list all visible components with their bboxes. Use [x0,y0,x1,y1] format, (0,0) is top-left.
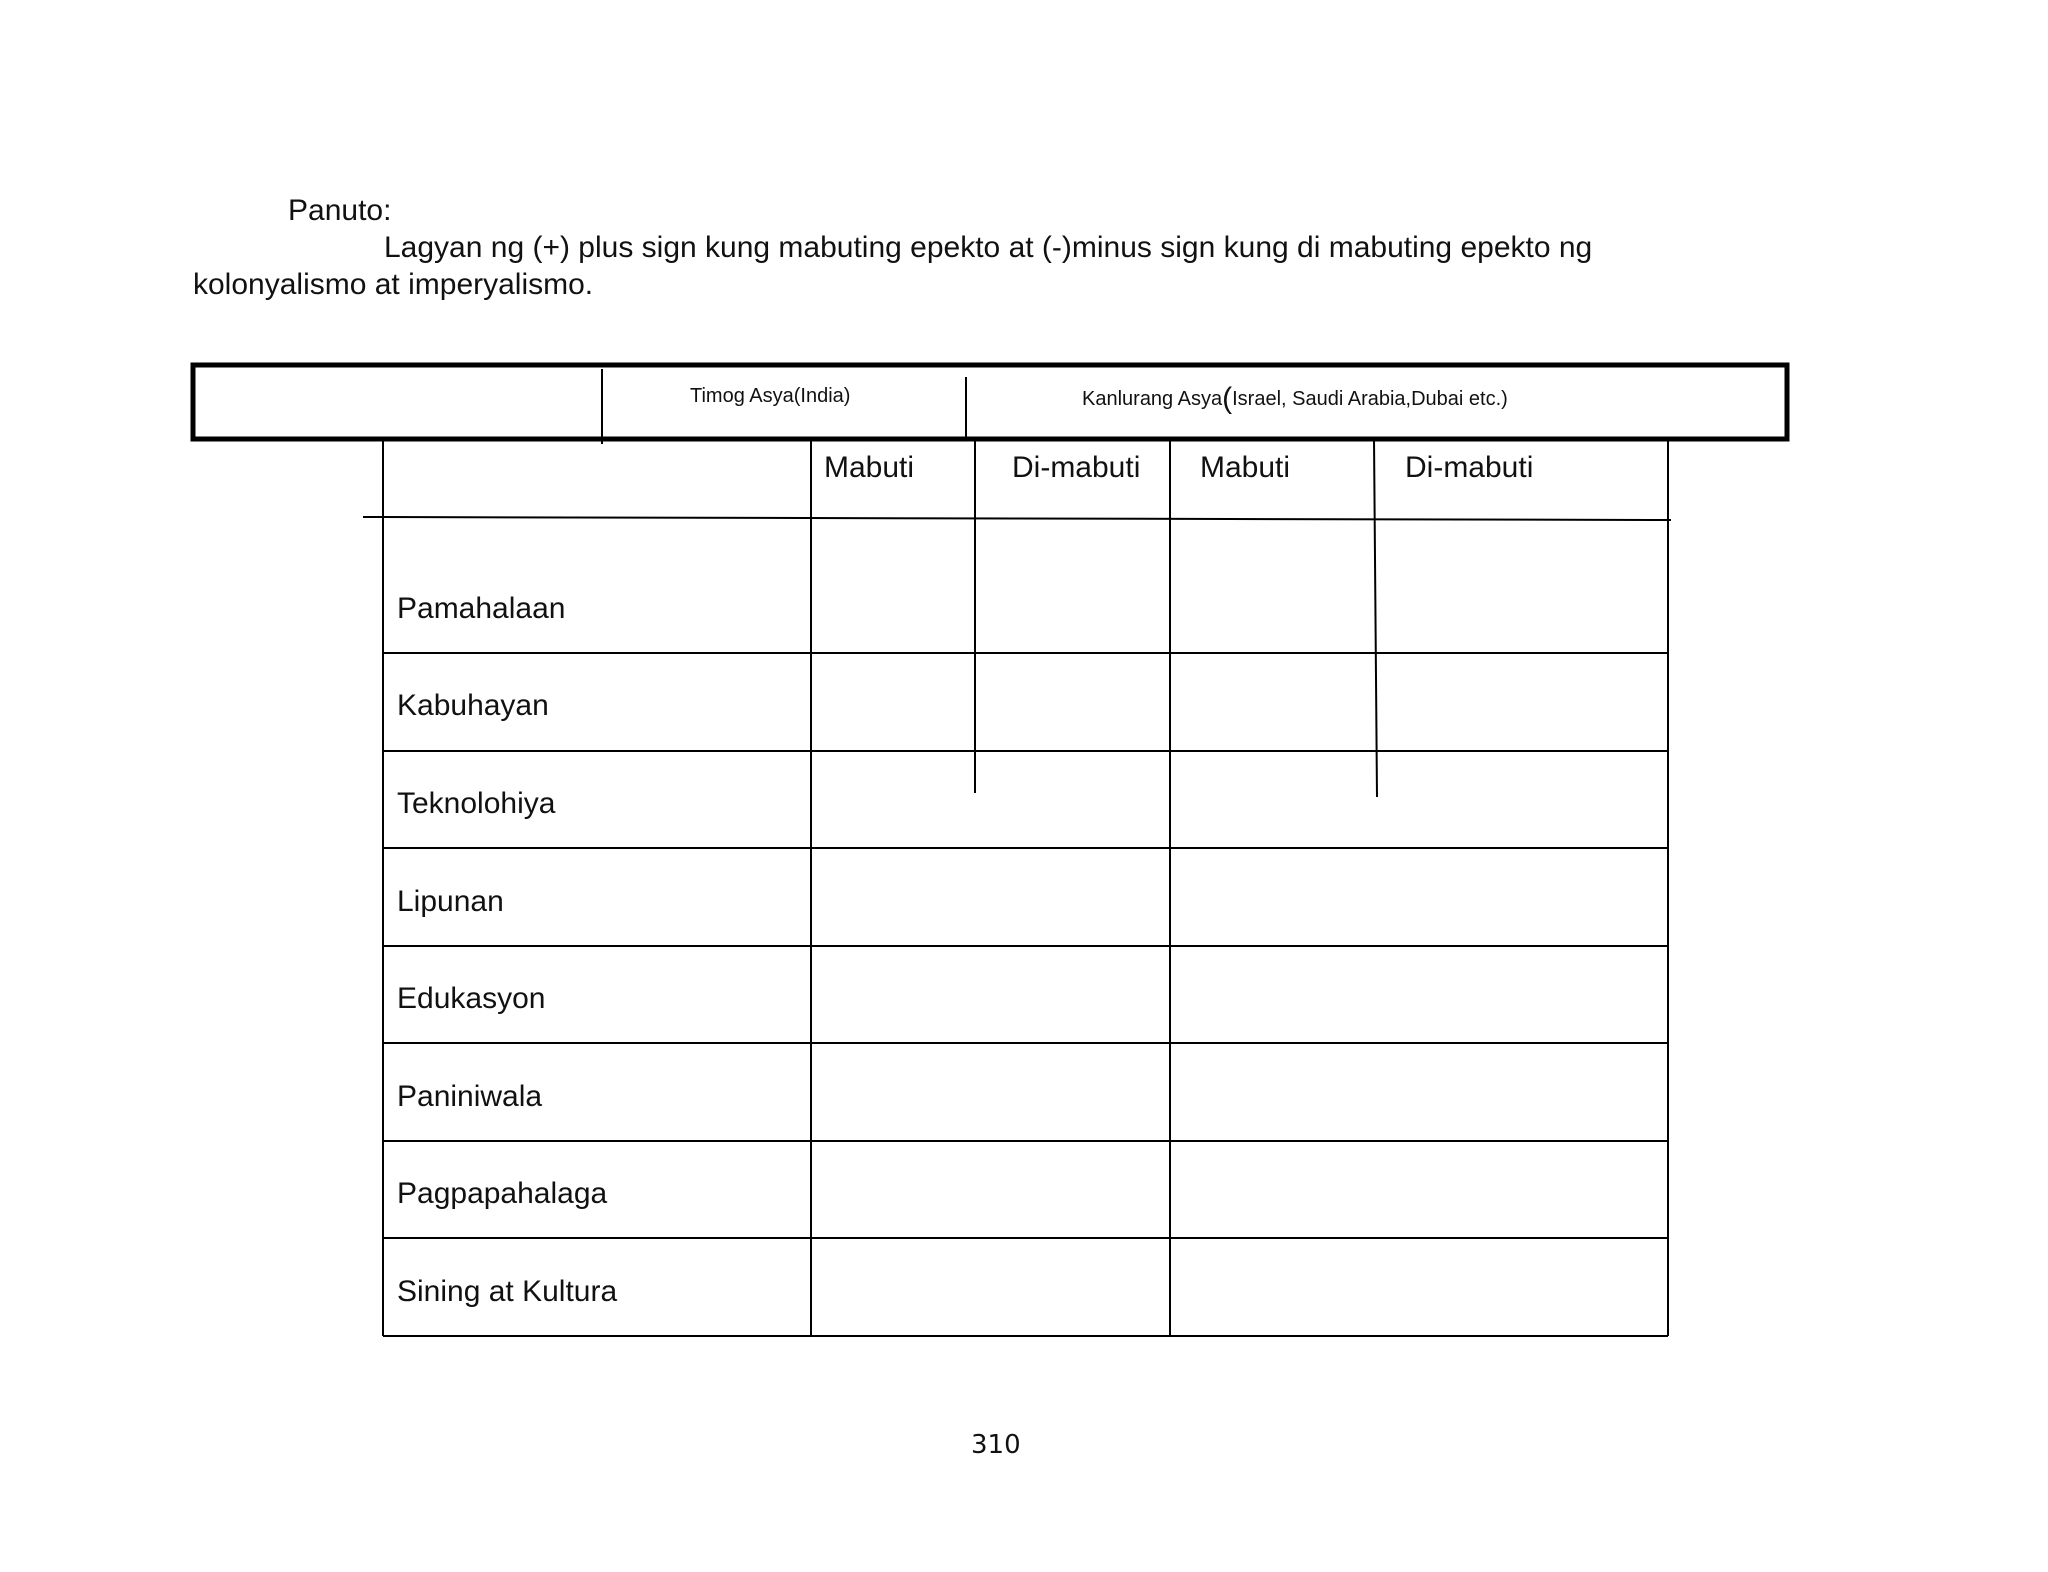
row-label-edukasyon: Edukasyon [397,982,546,1015]
west-asia-header-paren: ( [1222,382,1233,415]
region-header-box [193,365,1787,439]
row-label-sining-at-kultura: Sining at Kultura [397,1275,618,1308]
column-header-underline [363,517,1671,520]
instructions-text-line-1: Lagyan ng (+) plus sign kung mabuting epekto at (-)minus sign kung di mabuting epekto ng [384,231,1593,264]
column-header-south-asia-good: Mabuti [824,451,915,484]
west-asia-header [1082,381,1508,415]
west-asia-header-suffix: Israel, Saudi Arabia,Dubai etc.) [1232,388,1508,410]
column-header-south-asia-bad: Di-mabuti [1012,451,1141,484]
column-header-west-asia-bad: Di-mabuti [1405,451,1534,484]
row-label-paniniwala: Paniniwala [397,1080,543,1113]
page-number: 310 [971,1430,1021,1460]
column-header-west-asia-good: Mabuti [1200,451,1291,484]
instructions-text-line-2: kolonyalismo at imperyalismo. [193,268,594,301]
row-label-teknolohiya: Teknolohiya [397,787,556,820]
west-asia-header-prefix: Kanlurang Asya [1082,388,1223,410]
row-label-pamahalaan: Pamahalaan [397,592,566,625]
row-label-pagpapahalaga: Pagpapahalaga [397,1177,608,1210]
south-asia-header: Timog Asya(India) [690,385,851,407]
row-label-kabuhayan: Kabuhayan [397,689,549,722]
row-label-lipunan: Lipunan [397,885,504,918]
column-divider-d [1374,439,1377,797]
instructions-label: Panuto: [288,194,392,227]
